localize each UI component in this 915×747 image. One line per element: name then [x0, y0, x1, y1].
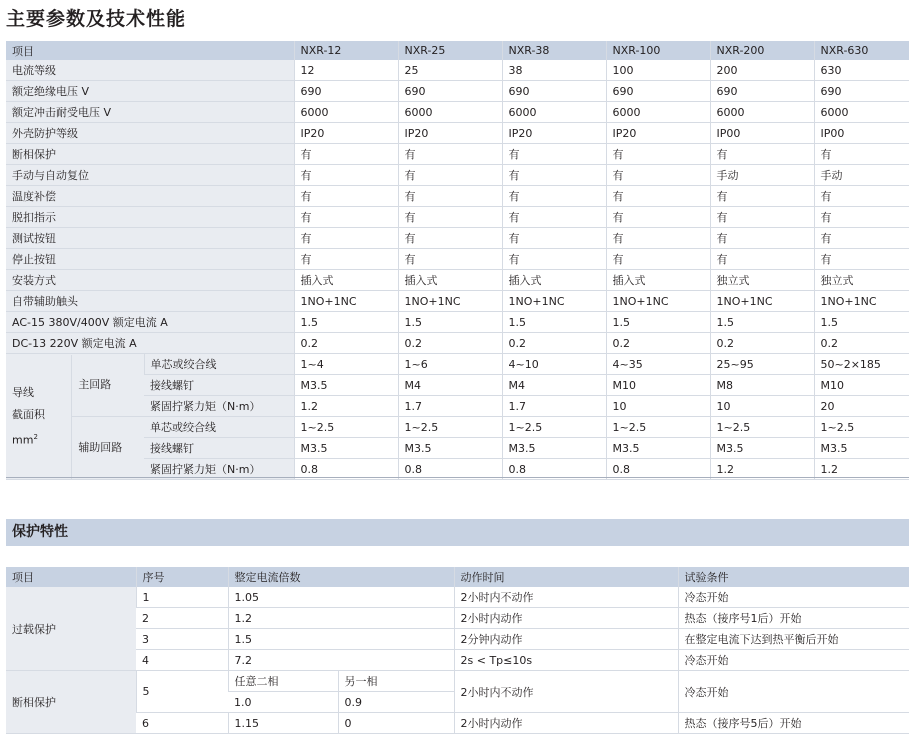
phase-loss-label: 断相保护 [6, 671, 136, 734]
row-no: 2 [136, 608, 228, 629]
table-row [6, 60, 909, 81]
table-cell: 1.5 [294, 312, 398, 333]
table-cell: 1~2.5 [398, 417, 502, 438]
table-cell: 0.2 [398, 333, 502, 354]
table-row [6, 228, 909, 249]
row-label: 自带辅助触头 [6, 291, 294, 312]
table-cell: 50~2×185 [814, 354, 909, 375]
spec-table [6, 41, 909, 480]
table-cell: 6000 [606, 102, 710, 123]
table-cell: 手动 [814, 165, 909, 186]
table-cell: 插入式 [606, 270, 710, 291]
table-cell: 有 [502, 249, 606, 270]
table-cell: 有 [294, 186, 398, 207]
table-cell: 有 [710, 207, 814, 228]
table-row [6, 671, 909, 692]
table-cell: 有 [398, 144, 502, 165]
table-cell: 0.8 [398, 459, 502, 480]
table-cell: 有 [294, 207, 398, 228]
table-cell: 有 [398, 165, 502, 186]
table-cell: 有 [294, 228, 398, 249]
row-any-two: 1.15 [228, 713, 338, 734]
wire-row-label: 接线螺钉 [144, 438, 294, 459]
table-cell: M4 [398, 375, 502, 396]
table-row [6, 165, 909, 186]
header-condition: 试验条件 [678, 567, 909, 587]
row-no: 5 [136, 671, 228, 713]
header-model: NXR-25 [398, 41, 502, 60]
table-cell: 630 [814, 60, 909, 81]
table-cell: 有 [814, 228, 909, 249]
table-row [6, 333, 909, 354]
table-cell: 有 [294, 249, 398, 270]
table-row [6, 81, 909, 102]
table-cell: M3.5 [294, 438, 398, 459]
row-label: 断相保护 [6, 144, 294, 165]
table-cell: 1~6 [398, 354, 502, 375]
table-cell: 0.2 [294, 333, 398, 354]
row-label: 脱扣指示 [6, 207, 294, 228]
table-cell: 有 [814, 144, 909, 165]
table-cell: 1~2.5 [710, 417, 814, 438]
table-cell: 1.5 [398, 312, 502, 333]
table-cell: 0.2 [502, 333, 606, 354]
table-cell: 1~2.5 [294, 417, 398, 438]
wire-row-label: 接线螺钉 [144, 375, 294, 396]
row-no: 1 [136, 587, 228, 608]
row-label: 测试按钮 [6, 228, 294, 249]
table-cell: 690 [294, 81, 398, 102]
row-label: 温度补偿 [6, 186, 294, 207]
table-cell: 1.2 [814, 459, 909, 480]
table-header-row [6, 567, 909, 587]
overload-label: 过载保护 [6, 587, 136, 671]
header-time: 动作时间 [454, 567, 678, 587]
group-line: 截面积 [12, 407, 45, 421]
table-cell: 25~95 [710, 354, 814, 375]
table-cell: IP00 [710, 123, 814, 144]
table-cell: 0.2 [710, 333, 814, 354]
header-model: NXR-12 [294, 41, 398, 60]
row-other: 0 [338, 713, 454, 734]
row-multiple: 7.2 [228, 650, 454, 671]
table-cell: 有 [502, 165, 606, 186]
table-cell: 6000 [710, 102, 814, 123]
table-cell: 1.2 [294, 396, 398, 417]
row-label: DC-13 220V 额定电流 A [6, 333, 294, 354]
table-cell: 独立式 [814, 270, 909, 291]
wire-row-label: 紧固拧紧力矩（N·m） [144, 396, 294, 417]
table-cell: 1NO+1NC [606, 291, 710, 312]
table-cell: 有 [814, 207, 909, 228]
table-cell: 10 [710, 396, 814, 417]
section-title: 保护特性 [6, 519, 909, 546]
table-cell: IP20 [502, 123, 606, 144]
row-time: 2分钟内动作 [454, 629, 678, 650]
row-label: 手动与自动复位 [6, 165, 294, 186]
table-cell: 6000 [502, 102, 606, 123]
table-cell: 38 [502, 60, 606, 81]
table-cell: M3.5 [710, 438, 814, 459]
wire-row-label: 单芯或绞合线 [144, 417, 294, 438]
header-no: 序号 [136, 567, 228, 587]
row-other: 0.9 [338, 692, 454, 713]
page-title: 主要参数及技术性能 [6, 8, 187, 30]
table-cell: M8 [710, 375, 814, 396]
table-cell: 手动 [710, 165, 814, 186]
row-multiple: 1.05 [228, 587, 454, 608]
table-cell: 1.5 [814, 312, 909, 333]
table-cell: 0.8 [294, 459, 398, 480]
row-time: 2小时内不动作 [454, 587, 678, 608]
table-cell: 1~2.5 [606, 417, 710, 438]
table-row [6, 629, 909, 650]
group-unit [12, 426, 71, 452]
row-time: 2小时内动作 [454, 608, 678, 629]
row-condition: 热态（接序号1后）开始 [678, 608, 909, 629]
table-cell: 1NO+1NC [294, 291, 398, 312]
table-cell: 690 [502, 81, 606, 102]
table-row [6, 650, 909, 671]
table-cell: 1NO+1NC [814, 291, 909, 312]
table-cell: IP20 [606, 123, 710, 144]
table-row [6, 102, 909, 123]
table-cell: M3.5 [294, 375, 398, 396]
sub-header-any-two: 任意二相 [228, 671, 338, 692]
table-cell: 1NO+1NC [398, 291, 502, 312]
table-cell: 1.2 [710, 459, 814, 480]
table-cell: 1.5 [502, 312, 606, 333]
row-time: 2s < Tp≤10s [454, 650, 678, 671]
table-row [6, 123, 909, 144]
main-circuit-label: 主回路 [72, 355, 143, 417]
table-cell: 1.5 [606, 312, 710, 333]
group-line: 导线 [12, 385, 34, 399]
table-cell: 有 [502, 144, 606, 165]
row-label: 外壳防护等级 [6, 123, 294, 144]
table-row [6, 270, 909, 291]
table-row [6, 608, 909, 629]
row-label: AC-15 380V/400V 额定电流 A [6, 312, 294, 333]
row-any-two: 1.0 [228, 692, 338, 713]
table-cell: M10 [606, 375, 710, 396]
table-cell: 690 [814, 81, 909, 102]
table-cell: 有 [606, 144, 710, 165]
table-cell: 有 [710, 144, 814, 165]
table-cell: 200 [710, 60, 814, 81]
row-condition: 冷态开始 [678, 650, 909, 671]
divider [6, 477, 909, 478]
table-cell: IP20 [294, 123, 398, 144]
table-cell: 690 [710, 81, 814, 102]
row-multiple: 1.2 [228, 608, 454, 629]
table-cell: 690 [398, 81, 502, 102]
header-item: 项目 [6, 567, 136, 587]
table-header-row [6, 41, 909, 60]
table-cell: 插入式 [398, 270, 502, 291]
table-cell: M3.5 [814, 438, 909, 459]
table-cell: 100 [606, 60, 710, 81]
table-cell: 有 [606, 249, 710, 270]
table-cell: 1.5 [710, 312, 814, 333]
row-label: 额定绝缘电压 V [6, 81, 294, 102]
table-cell: 有 [814, 249, 909, 270]
table-row [6, 713, 909, 734]
table-cell: 1~2.5 [814, 417, 909, 438]
table-cell: M3.5 [502, 438, 606, 459]
table-cell: 有 [398, 249, 502, 270]
table-cell: M10 [814, 375, 909, 396]
table-cell: IP00 [814, 123, 909, 144]
table-cell: 4~10 [502, 354, 606, 375]
table-cell: 有 [502, 186, 606, 207]
header-multiple: 整定电流倍数 [228, 567, 454, 587]
table-row [6, 312, 909, 333]
header-model: NXR-38 [502, 41, 606, 60]
unit-text: mm [12, 433, 34, 447]
row-condition: 在整定电流下达到热平衡后开始 [678, 629, 909, 650]
row-condition: 冷态开始 [678, 671, 909, 713]
header-item: 项目 [6, 41, 294, 60]
table-cell: 6000 [398, 102, 502, 123]
wire-section-label [6, 354, 144, 480]
sub-header-other: 另一相 [338, 671, 454, 692]
table-row [6, 186, 909, 207]
header-model: NXR-630 [814, 41, 909, 60]
table-cell: 有 [294, 165, 398, 186]
table-cell: 6000 [814, 102, 909, 123]
row-multiple: 1.5 [228, 629, 454, 650]
table-cell: 1NO+1NC [502, 291, 606, 312]
row-label: 额定冲击耐受电压 V [6, 102, 294, 123]
aux-circuit-label: 辅助回路 [78, 440, 123, 454]
table-cell: 20 [814, 396, 909, 417]
table-cell: 10 [606, 396, 710, 417]
row-label: 安装方式 [6, 270, 294, 291]
table-cell: 有 [606, 165, 710, 186]
table-cell: 4~35 [606, 354, 710, 375]
table-cell: M3.5 [398, 438, 502, 459]
table-row [6, 144, 909, 165]
table-cell: 6000 [294, 102, 398, 123]
row-time: 2小时内动作 [454, 713, 678, 734]
table-cell: 1~2.5 [502, 417, 606, 438]
table-row [6, 587, 909, 608]
table-cell: 有 [606, 207, 710, 228]
row-no: 3 [136, 629, 228, 650]
wire-row-label: 单芯或绞合线 [144, 354, 294, 375]
row-no: 6 [136, 713, 228, 734]
table-cell: M3.5 [606, 438, 710, 459]
row-condition: 冷态开始 [678, 587, 909, 608]
table-cell: 有 [606, 186, 710, 207]
table-row [6, 207, 909, 228]
table-cell: 有 [398, 228, 502, 249]
table-row [6, 291, 909, 312]
table-cell: 690 [606, 81, 710, 102]
table-cell: M4 [502, 375, 606, 396]
table-cell: 有 [606, 228, 710, 249]
table-cell: 1.7 [398, 396, 502, 417]
table-cell: 有 [398, 207, 502, 228]
table-cell: 1NO+1NC [710, 291, 814, 312]
protection-table [6, 567, 909, 734]
table-cell: 有 [294, 144, 398, 165]
table-cell: 1.7 [502, 396, 606, 417]
row-condition: 热态（接序号5后）开始 [678, 713, 909, 734]
table-cell: 25 [398, 60, 502, 81]
table-cell: 有 [502, 228, 606, 249]
table-cell: 0.2 [814, 333, 909, 354]
table-cell: 有 [710, 228, 814, 249]
unit-superscript: 2 [33, 432, 38, 441]
table-cell: 0.8 [606, 459, 710, 480]
wire-group-label [6, 355, 71, 479]
table-cell: 0.8 [502, 459, 606, 480]
table-cell: 0.2 [606, 333, 710, 354]
wire-row-label: 紧固拧紧力矩（N·m） [144, 459, 294, 480]
row-time: 2小时内不动作 [454, 671, 678, 713]
table-cell: 有 [398, 186, 502, 207]
table-cell: 1~4 [294, 354, 398, 375]
table-cell: 插入式 [502, 270, 606, 291]
header-model: NXR-100 [606, 41, 710, 60]
table-cell: 12 [294, 60, 398, 81]
table-cell: 有 [502, 207, 606, 228]
row-label: 电流等级 [6, 60, 294, 81]
table-cell: 有 [710, 186, 814, 207]
row-label: 停止按钮 [6, 249, 294, 270]
table-row [6, 249, 909, 270]
table-cell: IP20 [398, 123, 502, 144]
header-model: NXR-200 [710, 41, 814, 60]
table-cell: 插入式 [294, 270, 398, 291]
row-no: 4 [136, 650, 228, 671]
table-cell: 独立式 [710, 270, 814, 291]
table-row [6, 354, 909, 375]
table-cell: 有 [710, 249, 814, 270]
table-cell: 有 [814, 186, 909, 207]
